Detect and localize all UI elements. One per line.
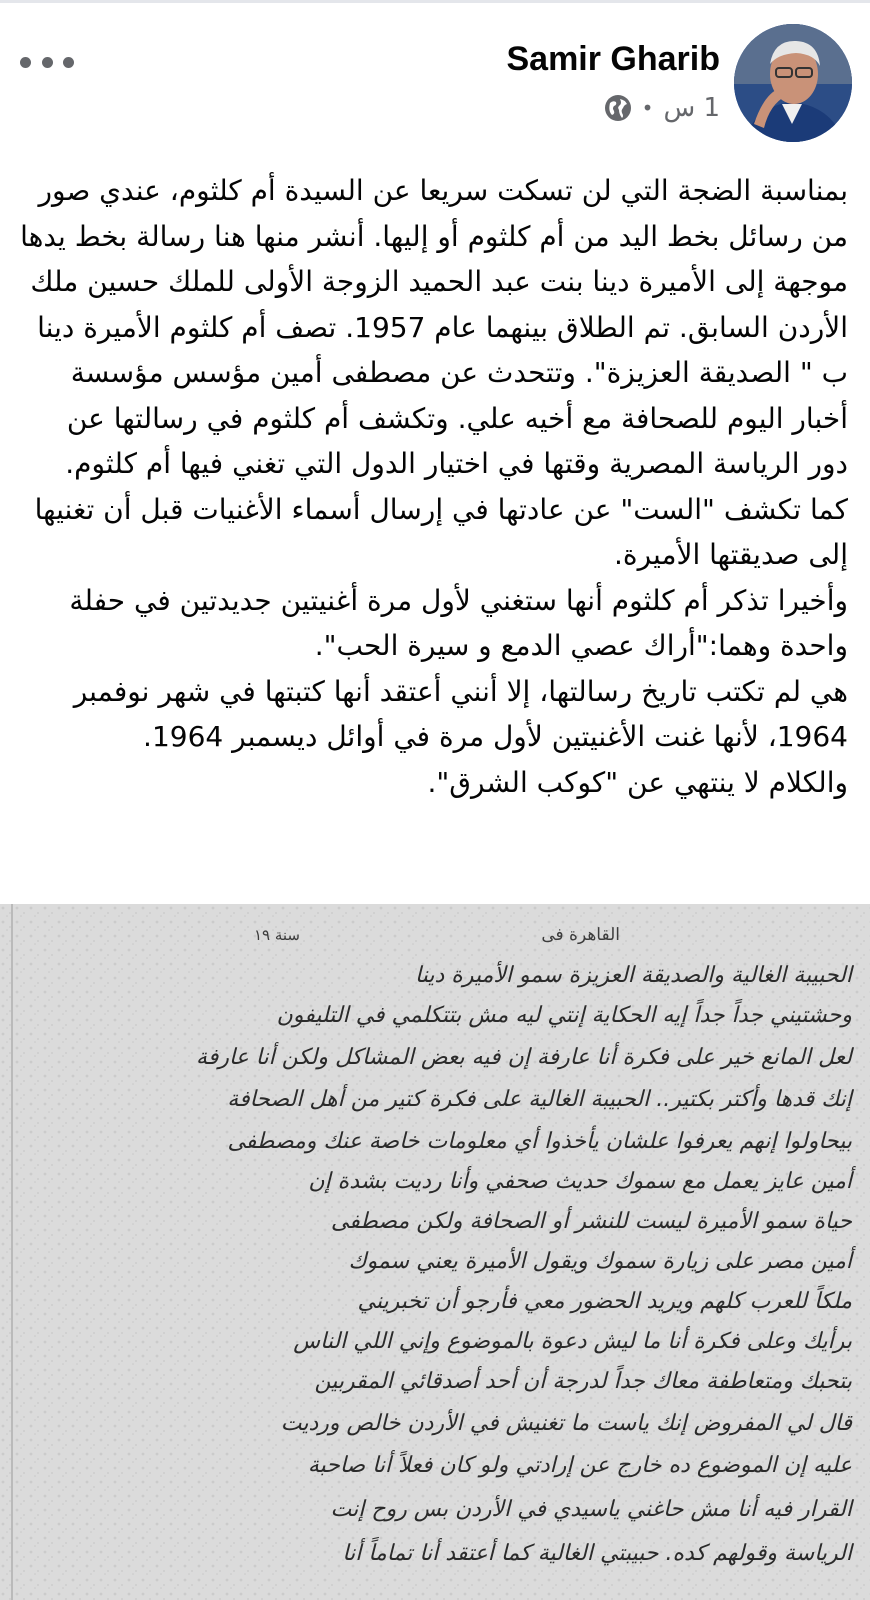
letter-line: بيحاولوا إنهم يعرفوا علشان يأخذوا أي معلومات خاصة عنك ومصطفى	[227, 1129, 852, 1154]
post-text	[20, 168, 848, 805]
post-meta	[604, 90, 720, 126]
meta-separator: •	[641, 96, 654, 120]
letter-line: عليه إن الموضوع ده خارج عن إرادتي ولو كان فعلاً أنا صاحبة	[307, 1453, 852, 1478]
letter-line: لعل المانع خير على فكرة أنا عارفة إن فيه بعض المشاكل ولكن أنا عارفة	[196, 1045, 852, 1070]
post-paragraph: وأخيرا تذكر أم كلثوم أنها ستغني لأول مرة أغنيتين جديدتين في حفلة واحدة وهما:"أراك عصي الدمع و سيرة الحب".	[69, 583, 848, 662]
letter-line: أمين مصر على زيارة سموك ويقول الأميرة يعني سموك	[348, 1249, 852, 1274]
author-name[interactable]: Samir Gharib	[506, 40, 720, 78]
post-time[interactable]: 1 س	[663, 93, 720, 123]
letter-line: الحبيبة الغالية والصديقة العزيزة سمو الأميرة دينا	[415, 963, 852, 988]
letterhead-year: سنة ١٩	[253, 926, 300, 944]
letter-line: قال لي المفروض إنك ياست ما تغنيش في الأردن خالص ورديت	[280, 1411, 852, 1436]
letter-line: برأيك وعلى فكرة أنا ما ليش دعوة بالموضوع وإني اللي الناس	[293, 1329, 852, 1354]
avatar-photo	[734, 24, 852, 142]
avatar[interactable]	[734, 24, 852, 142]
post-header	[0, 0, 870, 160]
letter-line: بتحبك ومتعاطفة معاك جداً لدرجة أن أحد أصدقائي المقربين	[314, 1369, 852, 1394]
letter-line: إنك قدها وأكتر بكتير.. الحبيبة الغالية على فكرة كتير من أهل الصحافة	[227, 1087, 852, 1112]
post-paragraph: والكلام لا ينتهي عن "كوكب الشرق".	[427, 765, 848, 799]
letter-line: وحشتيني جداً جداً إيه الحكاية إنتي ليه مش بتتكلمي في التليفون	[276, 1003, 852, 1028]
letter-line: حياة سمو الأميرة ليست للنشر أو الصحافة ولكن مصطفى	[330, 1209, 852, 1234]
post-image-handwritten-letter[interactable]	[0, 904, 870, 1600]
letter-scan	[0, 904, 870, 1600]
post-paragraph: هي لم تكتب تاريخ رسالتها، إلا أنني أعتقد أنها كتبتها في شهر نوفمبر 1964، لأنها غنت الأغنيتين لأول مرة في أوائل ديسمبر 1964.	[73, 674, 848, 753]
letter-line: الرياسة وقولهم كده. حبيبتي الغالية كما أعتقد أنا تماماً أنا	[342, 1541, 852, 1566]
letterhead-city: القاهرة فى	[541, 925, 620, 945]
letter-line: أمين عايز يعمل مع سموك حديث صحفي وأنا رديت بشدة إن	[308, 1169, 852, 1194]
more-dot	[63, 57, 74, 68]
more-options-button[interactable]	[20, 44, 74, 80]
globe-icon[interactable]	[604, 94, 632, 122]
more-dot	[20, 57, 31, 68]
letter-line: القرار فيه أنا مش حاغني ياسيدي في الأردن بس روح إنت	[330, 1497, 852, 1522]
more-dot	[42, 57, 53, 68]
post-paragraph: بمناسبة الضجة التي لن تسكت سريعا عن السيدة أم كلثوم، عندي صور من رسائل بخط اليد من أم كلثوم أو إليها. أنشر منها هنا رسالة بخط يدها موجهة إلى الأميرة دينا بنت عبد الحميد الزوجة الأولى للملك حسين ملك الأردن السابق. تم الطلاق بينهما عام 1957. تصف أم كلثوم الأميرة دينا ب " الصديقة العزيزة". وتتحدث عن مصطفى أمين مؤسس مؤسسة أخبار اليوم للصحافة مع أخيه علي. وتكشف أم كلثوم في رسالتها عن دور الرياسة المصرية وقتها في اختيار الدول التي تغني فيها أم كلثوم. كما تكشف "الست" عن عادتها في إرسال أسماء الأغنيات قبل أن تغنيها إلى صديقتها الأميرة.	[20, 174, 848, 571]
letter-line: ملكاً للعرب كلهم ويريد الحضور معي فأرجو أن تخبريني	[357, 1289, 852, 1314]
